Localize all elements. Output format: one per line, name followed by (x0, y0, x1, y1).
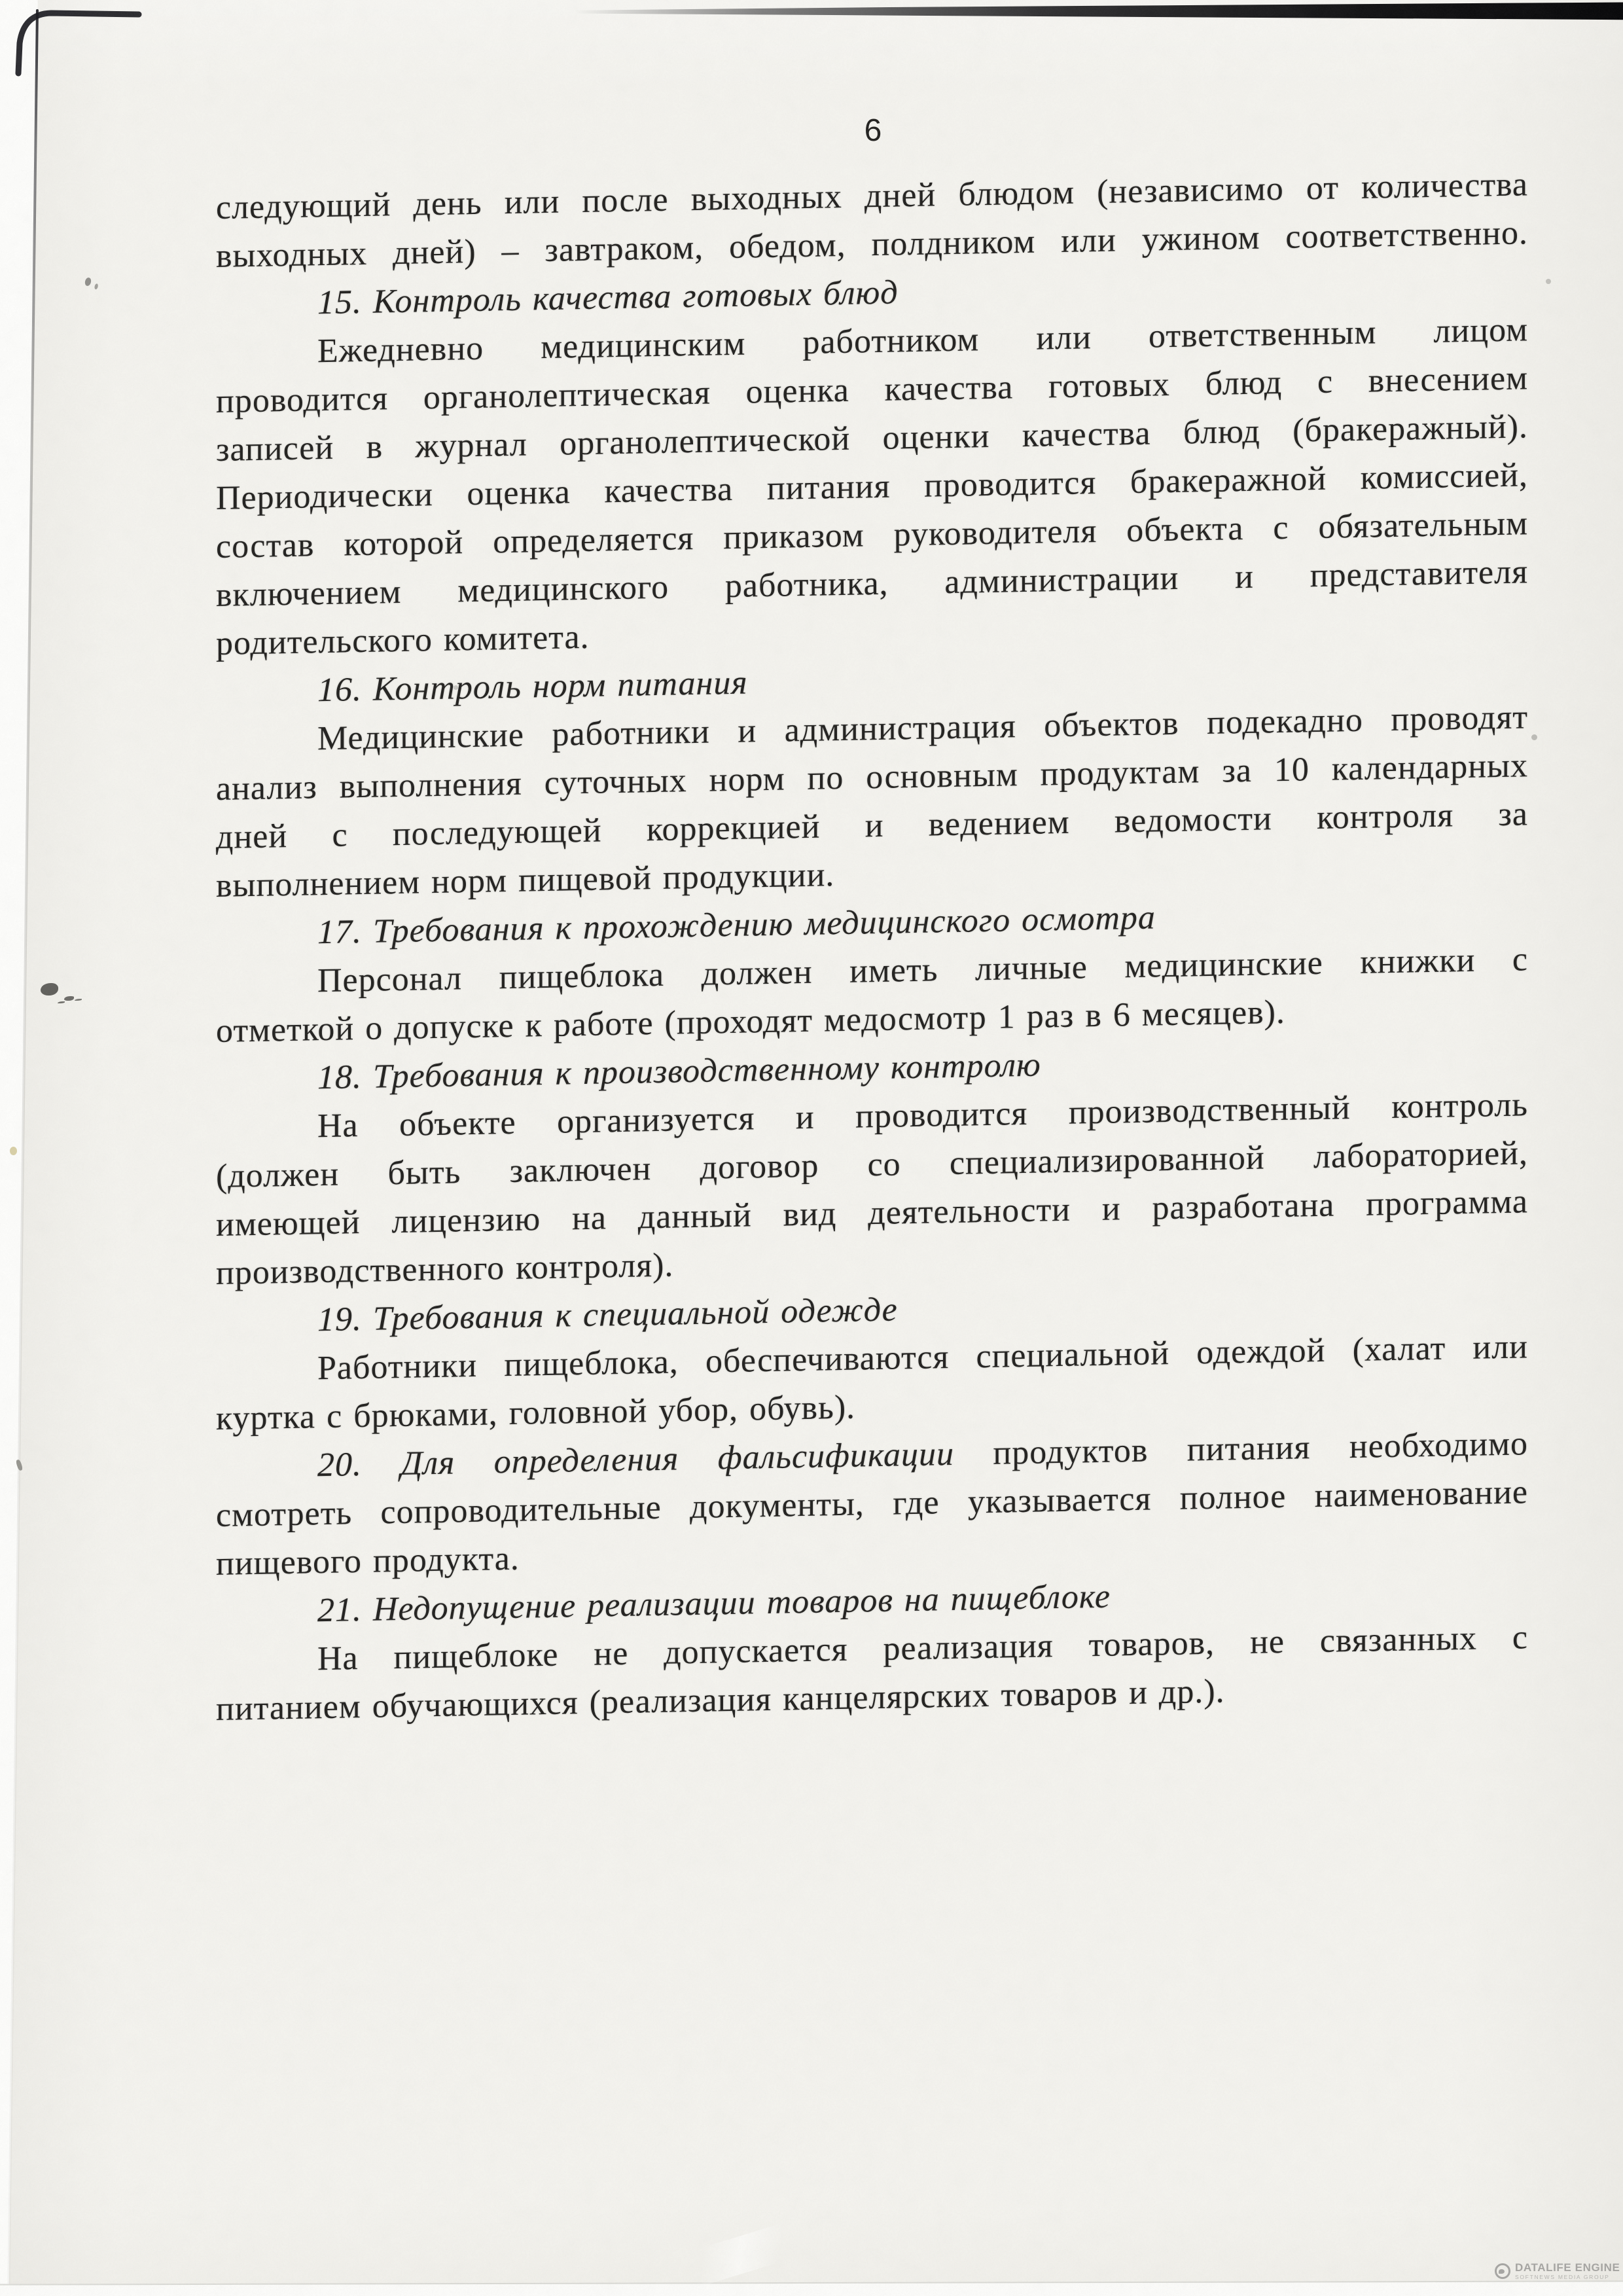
text-line: Персонал пищеблока должен иметь личные медицинские книжки с (317, 941, 1528, 1000)
page-number: 6 (864, 113, 882, 148)
paper-speck (10, 1147, 17, 1155)
section-heading-line: 19. Требования к специальной одежде (317, 1291, 898, 1339)
text-line: выполнением норм пищевой продукции. (216, 856, 835, 905)
text-line: включением медицинского работника, администрации и представителя (216, 553, 1528, 614)
datalife-eye-icon (1495, 2263, 1510, 2279)
text-line: анализ выполнения суточных норм по основным продуктам за 10 календарных (216, 747, 1528, 808)
text-span: 20. Для определения фальсификации (317, 1435, 954, 1484)
text-line: отметкой о допуске к работе (проходят медосмотр 1 раз в 6 месяцев). (216, 993, 1285, 1050)
text-line: состав которой определяется приказом руководителя объекта с обязательным (216, 505, 1528, 565)
text-line: Работники пищеблока, обеспечиваются специальной одеждой (халат или (317, 1328, 1528, 1388)
text-line: питанием обучающихся (реализация канцелярских товаров и др.). (216, 1672, 1225, 1728)
scan-artifact-top-streak (575, 1, 1623, 21)
text-line: выходных дней) – завтраком, обедом, полдником или ужином соответственно. (216, 214, 1528, 275)
text-line: куртка с брюками, головной убор, обувь). (216, 1388, 856, 1437)
text-line: дней с последующей коррекцией и ведением ведомости контроля за (216, 795, 1528, 856)
section-heading-line: 16. Контроль норм питания (317, 664, 748, 709)
paper-speck (1531, 734, 1537, 740)
datalife-engine-watermark (1495, 2262, 1620, 2280)
scanner-margin-bottom (0, 2280, 1623, 2296)
scan-artifact-corner-fold (0, 0, 170, 79)
paper-speck (1546, 279, 1551, 284)
section-heading-line: 18. Требования к производственному контролю (317, 1046, 1041, 1097)
text-line: проводится органолептическая оценка качества готовых блюд с внесением (216, 359, 1528, 420)
text-line: пищевого продукта. (216, 1539, 520, 1583)
text-line: (должен быть заключен договор со специализированной лабораторией, (216, 1134, 1528, 1195)
text-line: производственного контроля). (216, 1246, 674, 1292)
ink-smudge (41, 983, 58, 996)
text-line: Периодически оценка качества питания проводится бракеражной комиссией, (216, 456, 1528, 517)
text-line: следующий день или после выходных дней блюдом (независимо от количества (216, 166, 1528, 226)
watermark-title: DATALIFE ENGINE (1515, 2261, 1620, 2274)
watermark-subtitle: SOFTNEWS MEDIA GROUP (1515, 2274, 1610, 2280)
text-line: Ежедневно медицинским работником или ответственным лицом (317, 311, 1528, 370)
document-text-block (216, 160, 1528, 1734)
text-line: записей в журнал органолептической оценки качества блюд (бракеражный). (216, 408, 1528, 469)
section-heading-line: 21. Недопущение реализации товаров на пищеблоке (317, 1577, 1111, 1630)
watermark-text (1515, 2262, 1620, 2280)
text-line: имеющей лицензию на данный вид деятельности и разработана программа (216, 1183, 1528, 1244)
text-line: На объекте организуется и проводится производственный контроль (317, 1086, 1528, 1145)
paper-speck (84, 277, 92, 287)
text-line: Медицинские работники и администрация объектов подекадно проводят (317, 698, 1528, 758)
section-heading-line: 17. Требования к прохождению медицинского осмотра (317, 899, 1156, 952)
section-heading-line: 15. Контроль качества готовых блюд (317, 274, 899, 322)
text-span: продуктов питания необходимо (993, 1425, 1528, 1472)
text-line: На пищеблоке не допускается реализация товаров, не связанных с (317, 1619, 1528, 1678)
eye-pupil (1499, 2269, 1505, 2274)
text-line: смотреть сопроводительные документы, где указывается полное наименование (216, 1473, 1528, 1534)
text-line: родительского комитета. (216, 618, 590, 662)
